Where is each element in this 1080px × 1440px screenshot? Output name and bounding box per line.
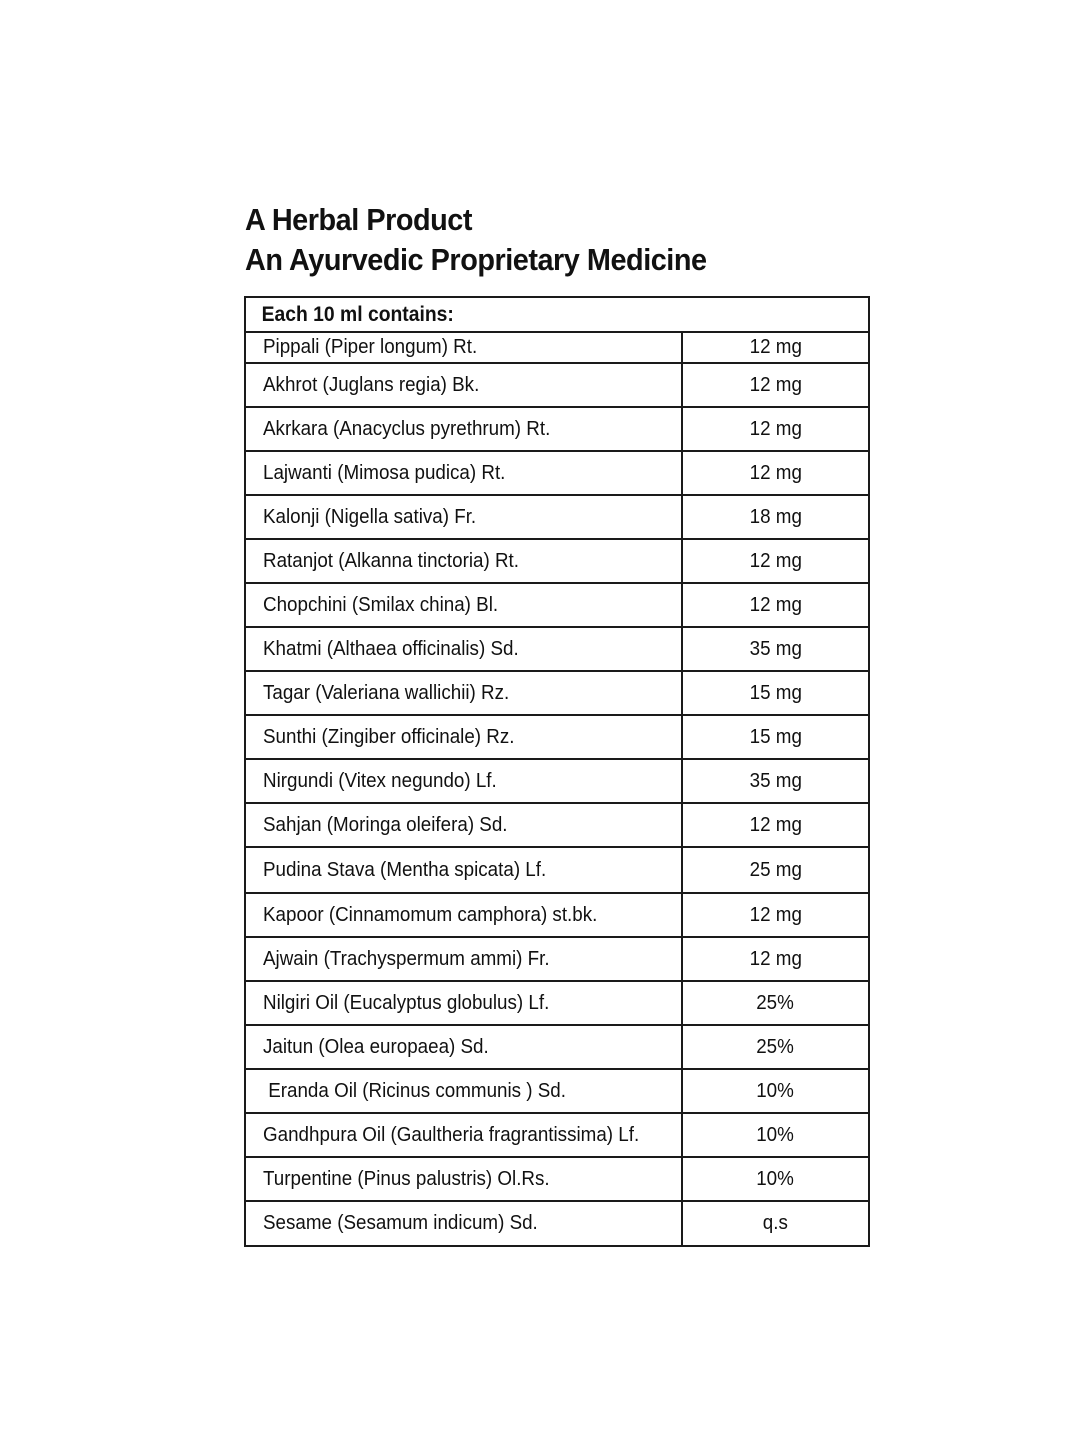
ingredient-quantity-cell xyxy=(683,760,868,802)
ingredient-name-cell xyxy=(246,1070,683,1112)
ingredient-name-cell xyxy=(246,1202,683,1245)
table-row xyxy=(246,982,868,1026)
ingredient-quantity: 10% xyxy=(756,1123,795,1146)
ingredient-quantity: 12 mg xyxy=(749,461,802,484)
ingredient-quantity: 12 mg xyxy=(749,336,802,358)
composition-header-row xyxy=(246,298,868,333)
ingredient-name-cell xyxy=(246,848,683,892)
ingredient-quantity-cell xyxy=(683,452,868,494)
table-row xyxy=(246,1202,868,1245)
table-row xyxy=(246,760,868,804)
table-row xyxy=(246,938,868,982)
ingredient-quantity-cell xyxy=(683,540,868,582)
table-row xyxy=(246,1158,868,1202)
ingredient-name: Chopchini (Smilax china) Bl. xyxy=(263,593,499,616)
table-row xyxy=(246,716,868,760)
table-row xyxy=(246,894,868,938)
ingredient-quantity: 12 mg xyxy=(749,593,802,616)
ingredient-name: Akrkara (Anacyclus pyrethrum) Rt. xyxy=(263,417,551,440)
product-category-title: An Ayurvedic Proprietary Medicine xyxy=(245,242,707,277)
ingredient-quantity-cell xyxy=(683,672,868,714)
ingredient-quantity-cell xyxy=(683,408,868,450)
composition-rows xyxy=(246,333,868,1245)
ingredient-name: Ratanjot (Alkanna tinctoria) Rt. xyxy=(263,549,520,572)
ingredient-quantity-cell xyxy=(683,894,868,936)
ingredient-name: Lajwanti (Mimosa pudica) Rt. xyxy=(263,461,506,484)
ingredient-quantity-cell xyxy=(683,1114,868,1156)
ingredient-quantity: 10% xyxy=(756,1079,795,1102)
ingredient-name: Sunthi (Zingiber officinale) Rz. xyxy=(263,725,515,748)
composition-table xyxy=(244,296,870,1247)
ingredient-name: Nirgundi (Vitex negundo) Lf. xyxy=(263,769,497,792)
ingredient-quantity-cell xyxy=(683,848,868,892)
ingredient-quantity-cell xyxy=(683,584,868,626)
ingredient-quantity: 12 mg xyxy=(749,373,802,396)
product-heading xyxy=(245,200,945,280)
table-row xyxy=(246,804,868,848)
ingredient-quantity: 25 mg xyxy=(749,858,802,881)
ingredient-quantity: 12 mg xyxy=(749,813,802,836)
ingredient-quantity-cell xyxy=(683,496,868,538)
ingredient-name-cell xyxy=(246,894,683,936)
product-type-title: A Herbal Product xyxy=(245,202,472,237)
ingredient-name-cell xyxy=(246,804,683,846)
ingredient-quantity-cell xyxy=(683,1026,868,1068)
table-row xyxy=(246,496,868,540)
ingredient-quantity-cell xyxy=(683,364,868,406)
ingredient-quantity-cell xyxy=(683,938,868,980)
table-row xyxy=(246,1114,868,1158)
ingredient-name-cell xyxy=(246,982,683,1024)
table-row xyxy=(246,848,868,894)
ingredient-quantity-cell xyxy=(683,1202,868,1245)
ingredient-quantity-cell xyxy=(683,1070,868,1112)
table-row xyxy=(246,364,868,408)
ingredient-name-cell xyxy=(246,452,683,494)
ingredient-name-cell xyxy=(246,333,683,362)
ingredient-quantity: 12 mg xyxy=(749,947,802,970)
ingredient-quantity-cell xyxy=(683,982,868,1024)
ingredient-quantity-cell xyxy=(683,716,868,758)
ingredient-name-cell xyxy=(246,1026,683,1068)
table-row xyxy=(246,1026,868,1070)
ingredient-quantity: 35 mg xyxy=(749,769,802,792)
ingredient-quantity: 12 mg xyxy=(749,549,802,572)
ingredient-name-cell xyxy=(246,760,683,802)
ingredient-name-cell xyxy=(246,628,683,670)
ingredient-name: Khatmi (Althaea officinalis) Sd. xyxy=(263,637,519,660)
ingredient-name: Sesame (Sesamum indicum) Sd. xyxy=(263,1212,538,1234)
table-row xyxy=(246,672,868,716)
ingredient-quantity-cell xyxy=(683,804,868,846)
ingredient-name: Pudina Stava (Mentha spicata) Lf. xyxy=(263,858,547,881)
ingredient-name: Nilgiri Oil (Eucalyptus globulus) Lf. xyxy=(263,991,550,1014)
ingredient-quantity-cell xyxy=(683,1158,868,1200)
ingredient-name-cell xyxy=(246,496,683,538)
table-row xyxy=(246,540,868,584)
ingredient-name: Kalonji (Nigella sativa) Fr. xyxy=(263,505,477,528)
table-row xyxy=(246,584,868,628)
ingredient-name: Kapoor (Cinnamomum camphora) st.bk. xyxy=(263,903,598,926)
ingredient-name: Turpentine (Pinus palustris) Ol.Rs. xyxy=(263,1167,550,1190)
ingredient-quantity: 35 mg xyxy=(749,637,802,660)
ingredient-quantity-cell xyxy=(683,628,868,670)
ingredient-name-cell xyxy=(246,584,683,626)
ingredient-quantity: 25% xyxy=(756,991,795,1014)
ingredient-quantity-cell xyxy=(683,333,868,362)
ingredient-name-cell xyxy=(246,716,683,758)
ingredient-quantity: 10% xyxy=(756,1167,795,1190)
ingredient-name-cell xyxy=(246,540,683,582)
ingredient-name: Akhrot (Juglans regia) Bk. xyxy=(263,373,480,396)
ingredient-quantity: 12 mg xyxy=(749,903,802,926)
table-row xyxy=(246,1070,868,1114)
ingredient-quantity: 12 mg xyxy=(749,417,802,440)
table-row xyxy=(246,628,868,672)
ingredient-name-cell xyxy=(246,672,683,714)
composition-header-label: Each 10 ml contains: xyxy=(261,302,454,326)
table-row xyxy=(246,408,868,452)
ingredient-quantity: 15 mg xyxy=(749,681,802,704)
ingredient-name: Tagar (Valeriana wallichii) Rz. xyxy=(263,681,510,704)
ingredient-quantity: q.s xyxy=(762,1212,789,1234)
ingredient-name: Ajwain (Trachyspermum ammi) Fr. xyxy=(263,947,550,970)
ingredient-name: Pippali (Piper longum) Rt. xyxy=(263,336,478,358)
ingredient-quantity: 25% xyxy=(756,1035,795,1058)
ingredient-name-cell xyxy=(246,364,683,406)
ingredient-name-cell xyxy=(246,938,683,980)
table-row xyxy=(246,452,868,496)
ingredient-name: Jaitun (Olea europaea) Sd. xyxy=(263,1035,489,1058)
ingredient-name-cell xyxy=(246,1158,683,1200)
ingredient-quantity: 15 mg xyxy=(749,725,802,748)
ingredient-name: Sahjan (Moringa oleifera) Sd. xyxy=(263,813,508,836)
ingredient-name: Gandhpura Oil (Gaultheria fragrantissima) Lf. xyxy=(263,1123,640,1146)
table-row xyxy=(246,333,868,364)
ingredient-name-cell xyxy=(246,408,683,450)
ingredient-name-cell xyxy=(246,1114,683,1156)
ingredient-quantity: 18 mg xyxy=(749,505,802,528)
ingredient-name: Eranda Oil (Ricinus communis ) Sd. xyxy=(263,1079,566,1102)
